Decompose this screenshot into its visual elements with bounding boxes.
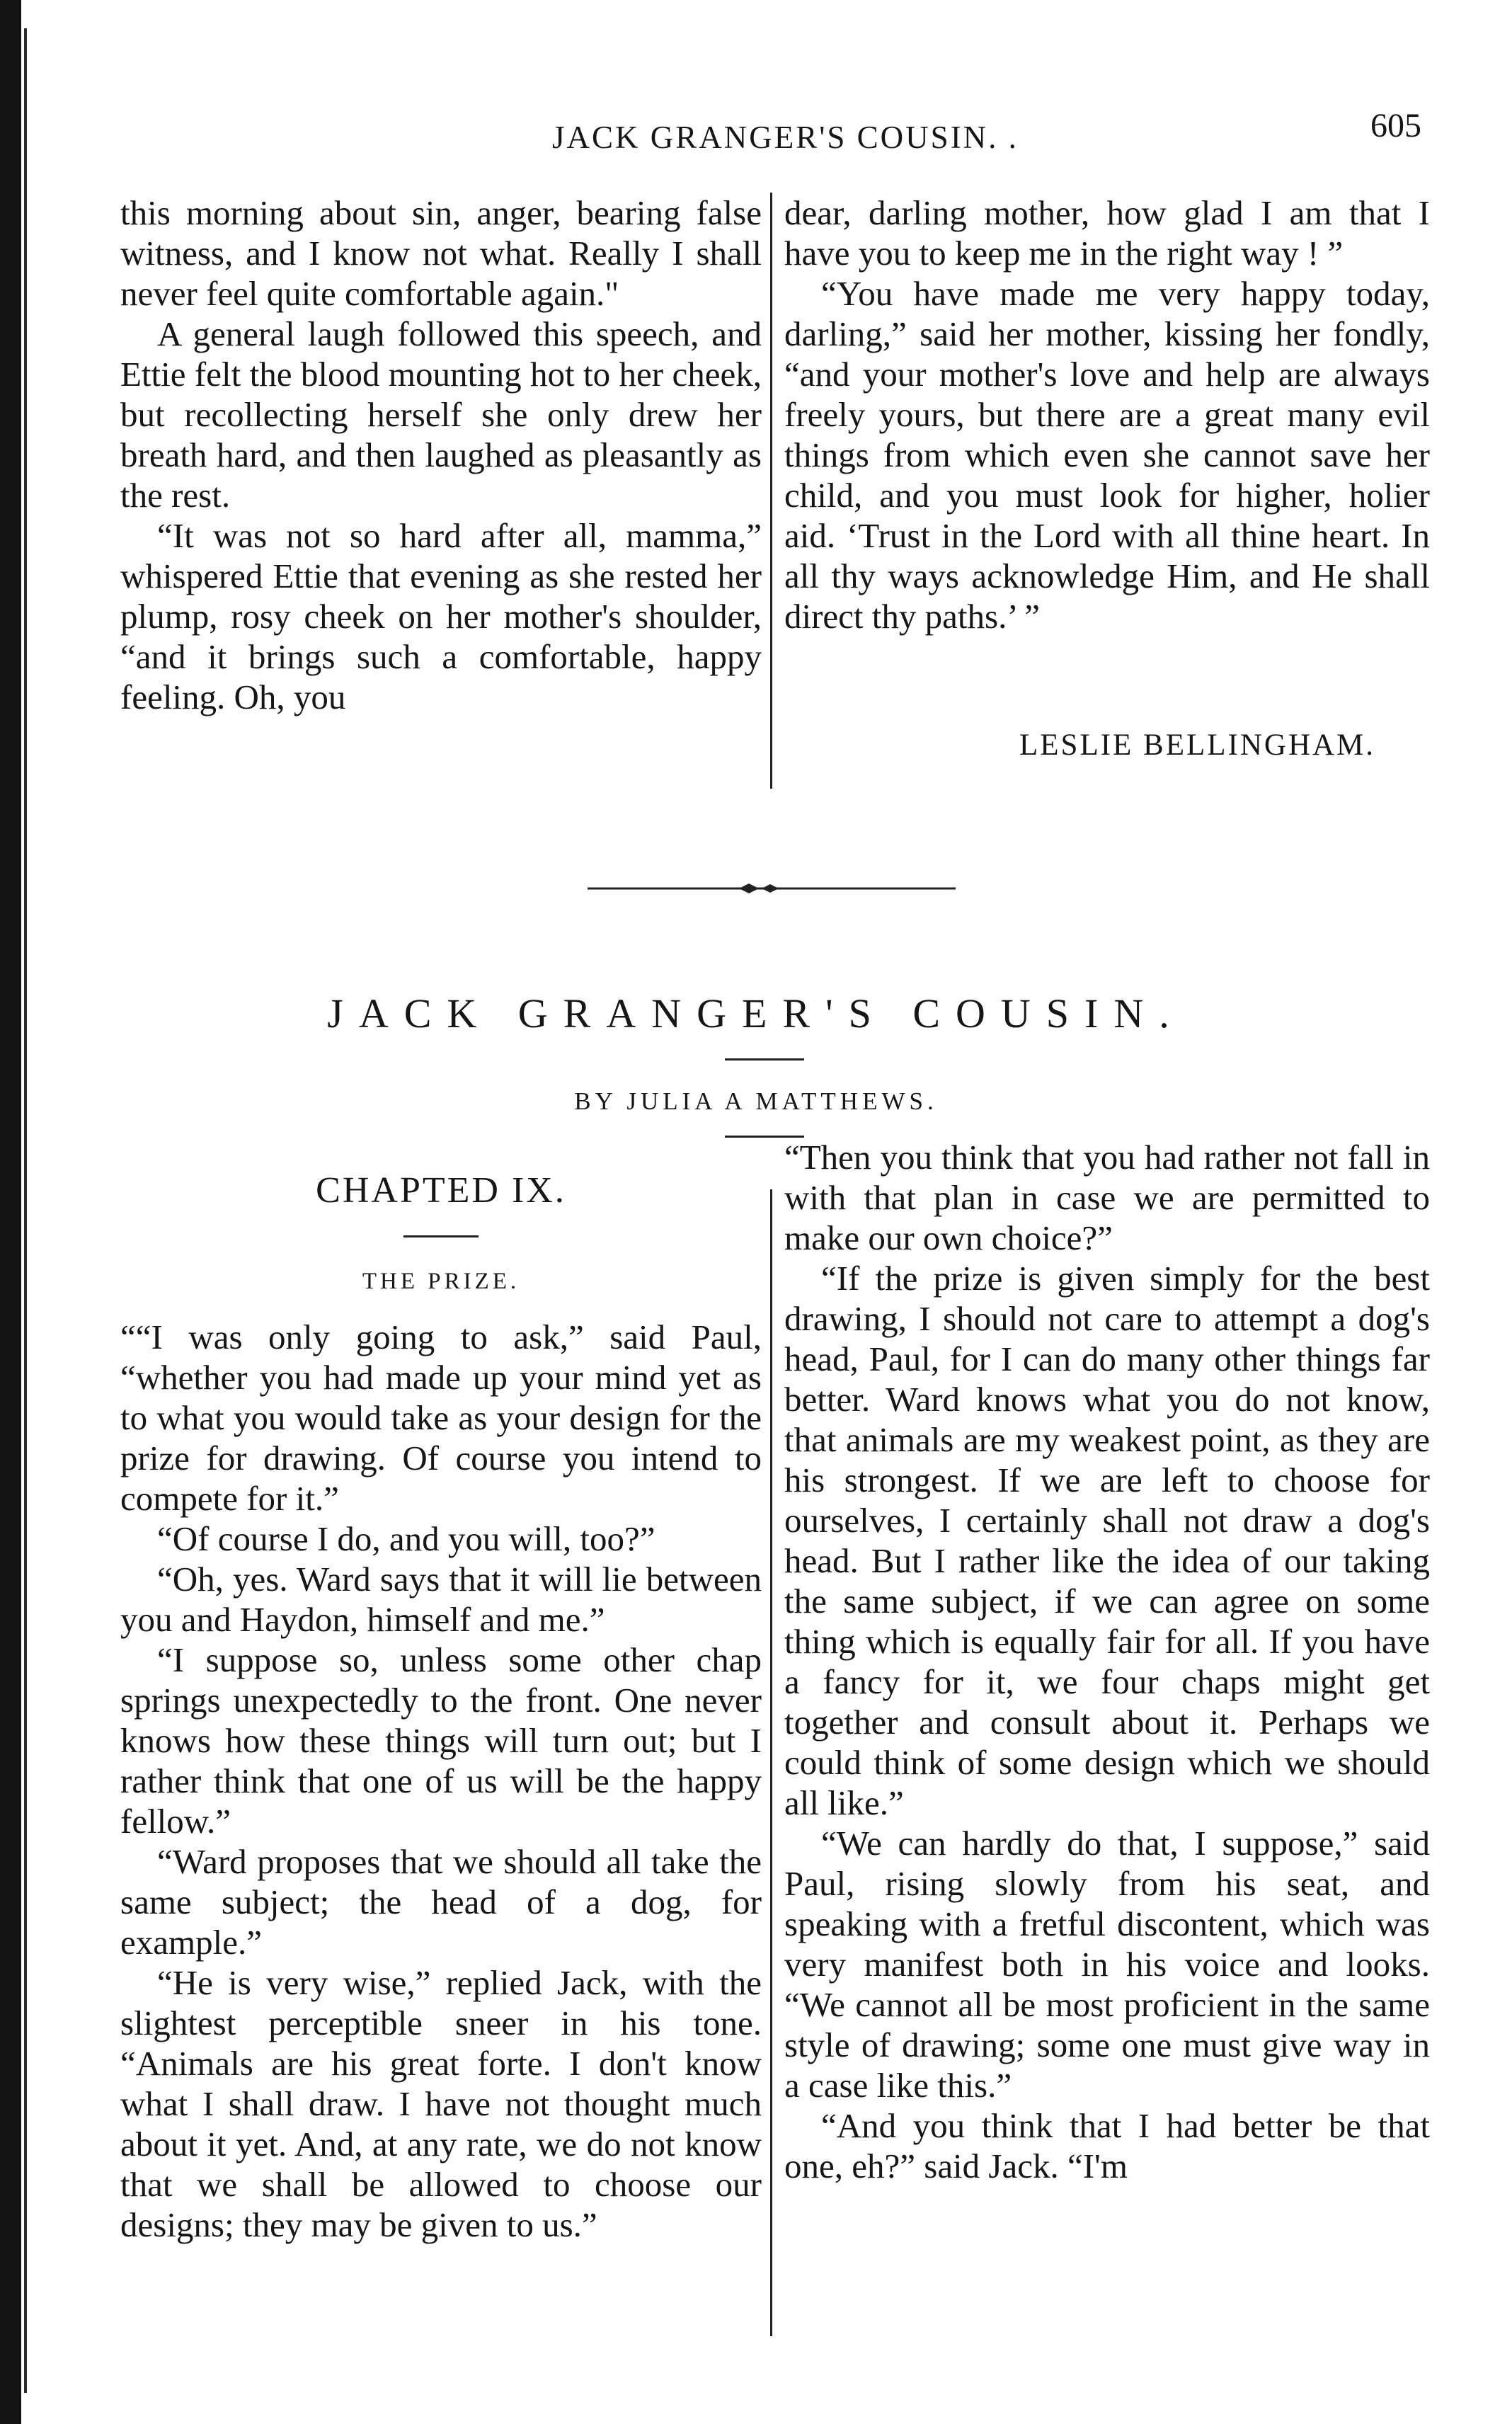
column-divider — [770, 193, 772, 789]
chapter-heading: CHAPTED IX. — [316, 1170, 566, 1211]
paragraph: “Ward proposes that we should all take the same subject; the head of a dog, for example.” — [120, 1842, 762, 1962]
paragraph: “He is very wise,” replied Jack, with the slightest perceptible sneer in his tone. “Animals are his great forte. I don't know what I shall draw. I have not thought much about it yet. And, at any rate, we do not know that we shall be allowed to choose our designs; they may be given to us.” — [120, 1963, 762, 2244]
page-binding-edge — [24, 28, 27, 2393]
paragraph: “Oh, yes. Ward says that it will lie between you and Haydon, himself and me.” — [120, 1560, 762, 1639]
previous-story-right-column — [784, 193, 1430, 636]
paragraph: “Of course I do, and you will, too?” — [157, 1519, 655, 1558]
chapter-rule — [403, 1235, 479, 1237]
article-byline: BY JULIA A MATTHEWS. — [574, 1087, 938, 1115]
paragraph: “It was not so hard after all, mamma,” whispered Ettie that evening as she rested her plump, rosy cheek on her mother's shoulder, “and it brings such a comfortable, happy feeling. Oh, you — [120, 516, 762, 716]
paragraph: “And you think that I had better be that one, eh?” said Jack. “I'm — [784, 2106, 1430, 2185]
paragraph: “Then you think that you had rather not fall in with that plan in case we are permitted to make our own choice?” — [784, 1138, 1430, 1257]
article-title: JACK GRANGER'S COUSIN. — [327, 990, 1185, 1036]
title-rule — [725, 1058, 804, 1060]
section-ornament — [588, 874, 956, 903]
paragraph: “We can hardly do that, I suppose,” said Paul, rising slowly from his seat, and speaking with a fretful discontent, which was very manifest both in his voice and looks. “We cannot all be most proficient in the same style of drawing; some one must give way in a case like this.” — [784, 1824, 1430, 2105]
paragraph: this morning about sin, anger, bearing false witness, and I know not what. Really I shall never feel quite comfortable again." — [120, 193, 762, 313]
paragraph: dear, darling mother, how glad I am that I have you to keep me in the right way ! ” — [784, 193, 1430, 273]
paragraph: ““I was only going to ask,” said Paul, “whether you had made up your mind yet as to what you would take as your design for the prize for drawing. Of course you intend to compete for it.” — [120, 1317, 762, 1518]
section-heading: THE PRIZE. — [362, 1269, 520, 1294]
paragraph: A general laugh followed this speech, and Ettie felt the blood mounting hot to her cheek, but recollecting herself she only drew her breath hard, and then laughed as pleasantly as the rest. — [120, 314, 762, 515]
page-number: 605 — [1370, 107, 1421, 144]
paragraph: “If the prize is given simply for the best drawing, I should not care to attempt a dog's head, Paul, for I can do many other things far better. Ward knows what you do not know, that animals are my weakest point, as they are his strongest. If we are left to choose for ourselves, I certainly shall not draw a dog's head. But I rather like the idea of our taking the same subject, if we can agree on some thing which is equally fair for all. If you have a fancy for it, we four chaps might get together and consult about it. Perhaps we could think of some design which we should all like.” — [784, 1259, 1430, 1822]
page-binding-shadow — [0, 0, 21, 2424]
previous-story-left-column — [120, 193, 762, 717]
article-right-column — [784, 1137, 1430, 2186]
paragraph: “I suppose so, unless some other chap springs unexpectedly to the front. One never knows how these things will turn out; but I rather think that one of us will be the happy fellow.” — [120, 1640, 762, 1841]
running-header-title: JACK GRANGER'S COUSIN. . — [552, 120, 1019, 155]
article-left-column — [120, 1317, 762, 2245]
author-signature: LESLIE BELLINGHAM. — [1019, 728, 1376, 762]
column-divider — [770, 1189, 772, 2336]
paragraph: “You have made me very happy today, darling,” said her mother, kissing her fondly, “and your mother's love and help are always freely yours, but there are a great many evil things from which even she cannot save her child, and you must look for higher, holier aid. ‘Trust in the Lord with all thine heart. In all thy ways acknowledge Him, and He shall direct thy paths.’ ” — [784, 274, 1430, 636]
